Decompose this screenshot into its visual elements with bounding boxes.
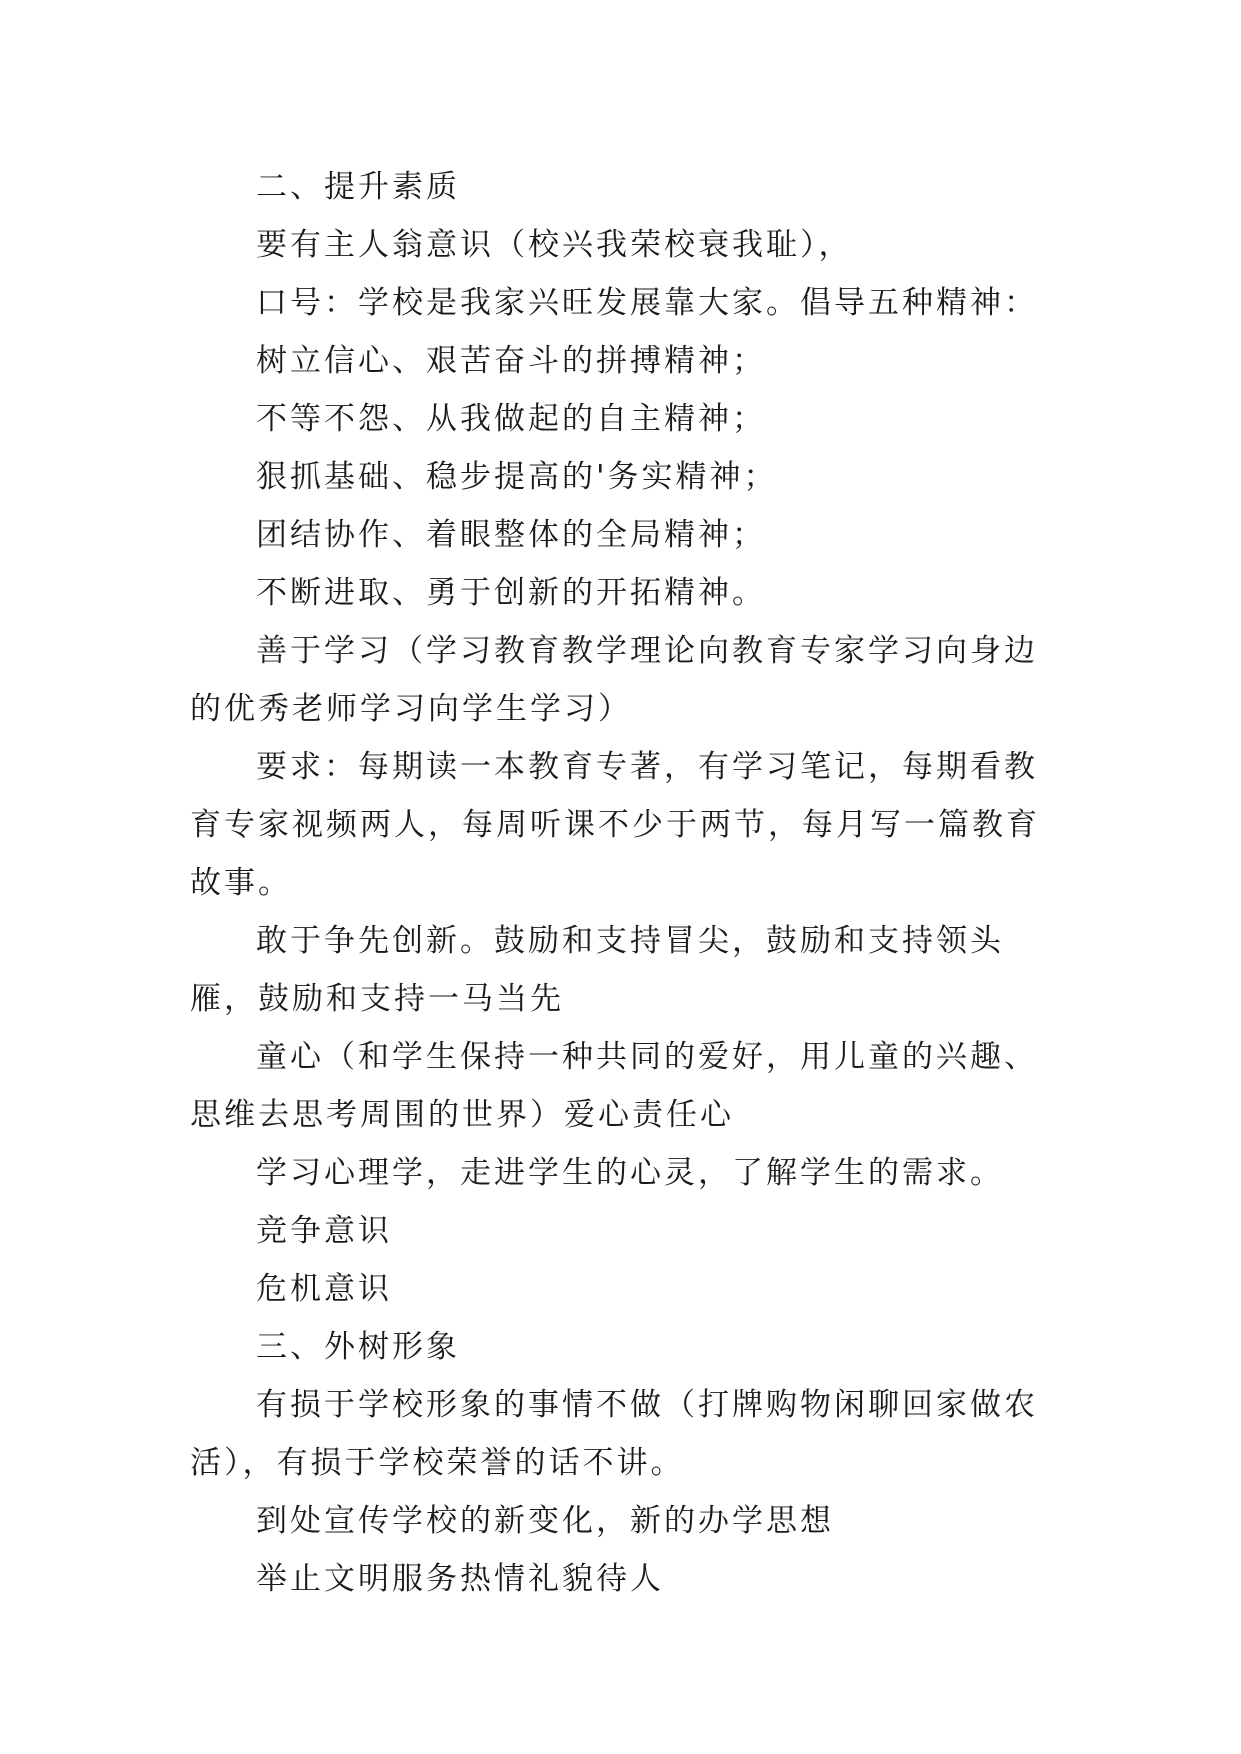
- document-body: [190, 158, 1070, 1608]
- paragraph-ownership: 要有主人翁意识（校兴我荣校衰我耻），: [256, 227, 853, 263]
- paragraph-innovation: 敢于争先创新。鼓励和支持冒尖，鼓励和支持领头雁，鼓励和支持一马当先: [190, 923, 1004, 1017]
- spirit-item-1: 树立信心、艰苦奋斗的拼搏精神；: [256, 343, 766, 379]
- paragraph-promotion: 到处宣传学校的新变化，新的办学思想: [256, 1503, 834, 1539]
- paragraph-competition: 竞争意识: [256, 1213, 392, 1249]
- paragraph-learning: 善于学习（学习教育教学理论向教育专家学习向身边的优秀老师学习向学生学习）: [190, 633, 1038, 727]
- section-heading-improve-quality: 二、提升素质: [256, 169, 460, 205]
- section-heading-image: 三、外树形象: [256, 1329, 460, 1365]
- spirit-item-5: 不断进取、勇于创新的开拓精神。: [256, 575, 766, 611]
- spirit-item-2: 不等不怨、从我做起的自主精神；: [256, 401, 766, 437]
- paragraph-childlike-heart: 童心（和学生保持一种共同的爱好，用儿童的兴趣、思维去思考周围的世界）爱心责任心: [190, 1039, 1038, 1133]
- paragraph-slogan: 口号：学校是我家兴旺发展靠大家。倡导五种精神：: [256, 285, 1038, 321]
- spirit-item-4: 团结协作、着眼整体的全局精神；: [256, 517, 766, 553]
- paragraph-manners: 举止文明服务热情礼貌待人: [256, 1561, 664, 1597]
- paragraph-conduct: 有损于学校形象的事情不做（打牌购物闲聊回家做农活），有损于学校荣誉的话不讲。: [190, 1387, 1038, 1481]
- paragraph-crisis: 危机意识: [256, 1271, 392, 1307]
- spirit-item-3: 狠抓基础、稳步提高的'务实精神；: [256, 459, 778, 495]
- paragraph-psychology: 学习心理学，走进学生的心灵，了解学生的需求。: [256, 1155, 1004, 1191]
- paragraph-requirements: 要求：每期读一本教育专著，有学习笔记，每期看教育专家视频两人，每周听课不少于两节，每月写一篇教育故事。: [190, 749, 1040, 901]
